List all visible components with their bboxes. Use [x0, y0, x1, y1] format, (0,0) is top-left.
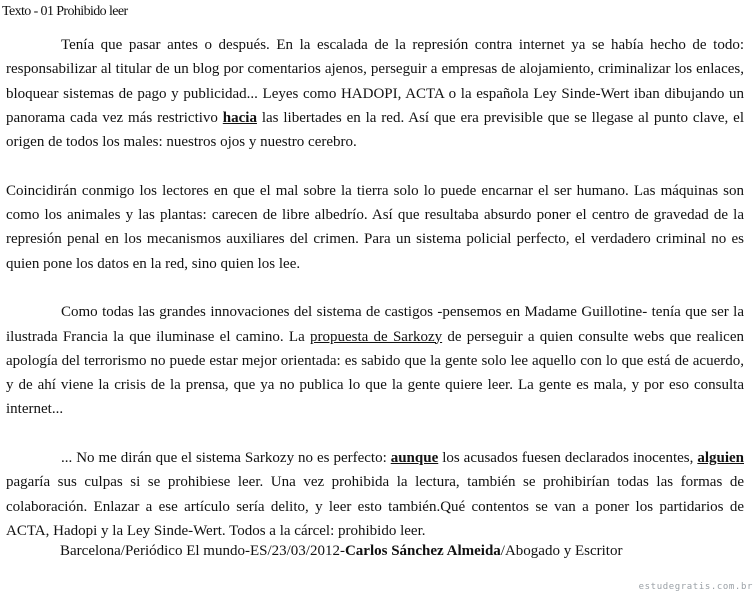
paragraph-1-text-b: las libertades en la red. Así que era previsible que se llegase al punto clave, el origen de todos los males: nuestros ojos y nuestro cerebro. [6, 109, 744, 151]
signature-role: /Abogado y Escritor [500, 543, 623, 559]
watermark: estudegratis.com.br [638, 582, 753, 592]
signature-author: Carlos Sánchez Almeida [344, 543, 501, 559]
signature-line [60, 539, 622, 563]
link-propuesta-de-sarkozy[interactable]: propuesta de Sarkozy [309, 328, 443, 345]
paragraph-3-text-a: Como todas las grandes innovaciones del sistema de castigos -pensemos en Madame Guillotine- tenía que ser la ilustrada Francia la que iluminase el camino. La [6, 304, 744, 345]
signature-source: Barcelona/Periódico El mundo-ES/23/03/2012- [60, 543, 345, 559]
paragraph-3-text-b: de perseguir a quien consulte webs que realicen apología del terrorismo no puede estar mejor orientada: es sabido que la gente solo lee aquello con lo que está de acuerdo, y de ahí viene la crisis de la prensa, que ya no publica lo que la gente quiere leer. La gente es mala, y por eso consulta internet... [6, 328, 744, 418]
paragraph-1 [6, 33, 744, 154]
paragraph-gap [6, 154, 744, 178]
link-alguien[interactable]: alguien [697, 450, 745, 467]
document-body [6, 33, 744, 543]
paragraph-gap [6, 422, 744, 446]
paragraph-4-text-a: ... No me dirán que el sistema Sarkozy no es perfecto: [61, 450, 391, 467]
document-title: Texto - 01 Prohibido leer [2, 4, 128, 19]
link-hacia[interactable]: hacia [222, 109, 257, 126]
paragraph-3 [6, 300, 744, 421]
paragraph-2: Coincidirán conmigo los lectores en que el mal sobre la tierra solo lo puede encarnar el ser humano. Las máquinas son como los animales y las plantas: carecen de libre albedrío. Así que resultaba absurdo poner el centro de gravedad de la represión penal en los mecanismos auxiliares del crimen. Para un sistema policial perfecto, el verdadero criminal no es quien pone los datos en la red, sino quien los lee. [6, 182, 744, 272]
link-aunque[interactable]: aunque [390, 450, 439, 467]
paragraph-1-text-a: Tenía que pasar antes o después. En la escalada de la represión contra internet ya se había hecho de todo: responsabilizar al titular de un blog por comentarios ajenos, perseguir a empresas de alojamiento, criminalizar los enlaces, bloquear sistemas de pago y publicidad... Leyes como HADOPI, ACTA o la española Ley Sinde-Wert iban dibujando un panorama cada vez más restrictivo [6, 37, 744, 126]
paragraph-4 [6, 446, 744, 543]
paragraph-gap [6, 276, 744, 300]
paragraph-4-text-c: pagaría sus culpas si se prohibiese leer. Una vez prohibida la lectura, también se prohibirían todas las formas de colaboración. Enlazar a ese artículo sería delito, y leer esto también.Qué contentos se van a poner los partidarios de ACTA, Hadopi y la Ley Sinde-Wert. Todos a la cárcel: prohibido leer. [6, 474, 744, 539]
paragraph-4-text-b: los acusados fuesen declarados inocentes, [438, 450, 698, 467]
